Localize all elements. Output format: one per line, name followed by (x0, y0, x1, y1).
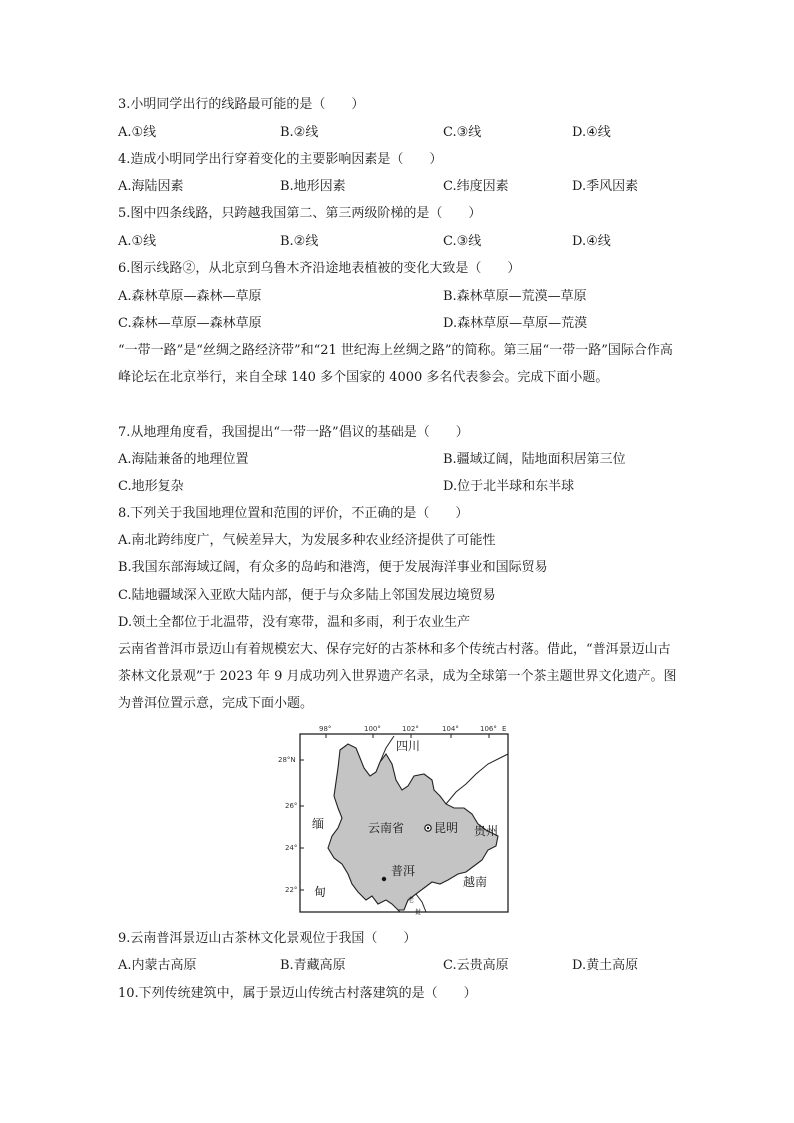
lon-tick-e: E (502, 725, 507, 733)
q6-stem: 6.图示线路②，从北京到乌鲁木齐沿途地表植被的变化大致是（ ） (118, 261, 521, 276)
lon-tick-102: 102° (402, 725, 419, 733)
lon-tick-104: 104° (442, 725, 459, 733)
q5-option-c: C.③线 (443, 234, 482, 249)
q7-stem: 7.从地理角度看，我国提出“一带一路”倡议的基础是（ ） (118, 425, 469, 440)
label-myanmar-1: 缅 (312, 817, 325, 831)
lon-tick-100: 100° (364, 725, 381, 733)
q7-option-a: A.海陆兼备的地理位置 (118, 452, 249, 467)
lat-tick-26: 26° (285, 802, 298, 810)
q5-stem: 5.图中四条线路，只跨越我国第二、第三两级阶梯的是（ ） (118, 206, 482, 221)
q6-option-d: D.森林草原—草原—荒漠 (443, 316, 588, 331)
passage-jingmai-mountain: 云南省普洱市景迈山有着规模宏大、保存完好的古茶林和多个传统古村落。借此，“普洱景迈山古茶林文化景观”于 2023 年 9 月成功列入世界遗产名录，成为全球第一个茶主题世界文化遗产。图为普洱位置示意，完成下面小题。 (118, 642, 677, 711)
puer-location-map (276, 724, 516, 916)
passage-belt-and-road: “一带一路”是“丝绸之路经济带”和“21 世纪海上丝绸之路”的简称。第三届“一带一路”国际合作高峰论坛在北京举行，来自全球 140 多个国家的 4000 多名代表参会。完成下面小题。 (118, 343, 673, 385)
label-vietnam: 越南 (463, 875, 488, 889)
lat-tick-22: 22° (285, 886, 298, 894)
q4-option-d: D.季风因素 (572, 179, 639, 194)
label-laos-1: 老 (408, 897, 415, 904)
q9-option-a: A.内蒙古高原 (118, 958, 197, 973)
q6-option-c: C.森林—草原—森林草原 (118, 316, 262, 331)
q9-option-c: C.云贵高原 (443, 958, 509, 973)
q6-option-a: A.森林草原—森林—草原 (118, 289, 262, 304)
q8-stem: 8.下列关于我国地理位置和范围的评价，不正确的是（ ） (118, 506, 469, 521)
lat-tick-28: 28°N (278, 756, 296, 764)
label-guizhou: 贵州 (474, 824, 499, 838)
q4-option-c: C.纬度因素 (443, 179, 509, 194)
q3-stem: 3.小明同学出行的线路最可能的是（ ） (118, 97, 365, 112)
q7-option-c: C.地形复杂 (118, 479, 184, 494)
label-myanmar-2: 甸 (314, 885, 327, 899)
q3-option-b: B.②线 (280, 125, 319, 140)
label-laos-2: 挝 (415, 909, 422, 916)
q7-option-d: D.位于北半球和东半球 (443, 479, 575, 494)
label-kunming: 昆明 (434, 821, 459, 835)
kunming-marker-dot (427, 827, 429, 829)
q4-option-b: B.地形因素 (280, 179, 346, 194)
puer-marker-icon (382, 877, 386, 881)
q8-option-d: D.领土全都位于北温带，没有寒带，温和多雨，利于农业生产 (118, 615, 471, 630)
q9-option-b: B.青藏高原 (280, 958, 346, 973)
lat-tick-24: 24° (285, 844, 298, 852)
q6-option-b: B.森林草原—荒漠—草原 (443, 289, 587, 304)
q3-option-a: A.①线 (118, 125, 157, 140)
lon-tick-106: 106° (480, 725, 497, 733)
q10-stem: 10.下列传统建筑中，属于景迈山传统古村落建筑的是（ ） (118, 986, 477, 1001)
q7-option-b: B.疆域辽阔，陆地面积居第三位 (443, 452, 626, 467)
q5-option-b: B.②线 (280, 234, 319, 249)
q9-option-d: D.黄土高原 (572, 958, 639, 973)
q5-option-a: A.①线 (118, 234, 157, 249)
q5-option-d: D.④线 (572, 234, 611, 249)
lon-tick-98: 98° (319, 725, 332, 733)
q4-option-a: A.海陆因素 (118, 179, 184, 194)
label-yunnan: 云南省 (368, 821, 405, 835)
q8-option-c: C.陆地疆域深入亚欧大陆内部，便于与众多陆上邻国发展边境贸易 (118, 588, 496, 603)
q8-option-a: A.南北跨纬度广，气候差异大，为发展多种农业经济提供了可能性 (118, 533, 496, 548)
q3-option-d: D.④线 (572, 125, 611, 140)
label-sichuan: 四川 (396, 739, 421, 753)
q9-stem: 9.云南普洱景迈山古茶林文化景观位于我国（ ） (118, 931, 417, 946)
q8-option-b: B.我国东部海域辽阔，有众多的岛屿和港湾，便于发展海洋事业和国际贸易 (118, 560, 548, 575)
q3-option-c: C.③线 (443, 125, 482, 140)
q4-stem: 4.造成小明同学出行穿着变化的主要影响因素是（ ） (118, 152, 443, 167)
label-puer: 普洱 (391, 864, 416, 878)
